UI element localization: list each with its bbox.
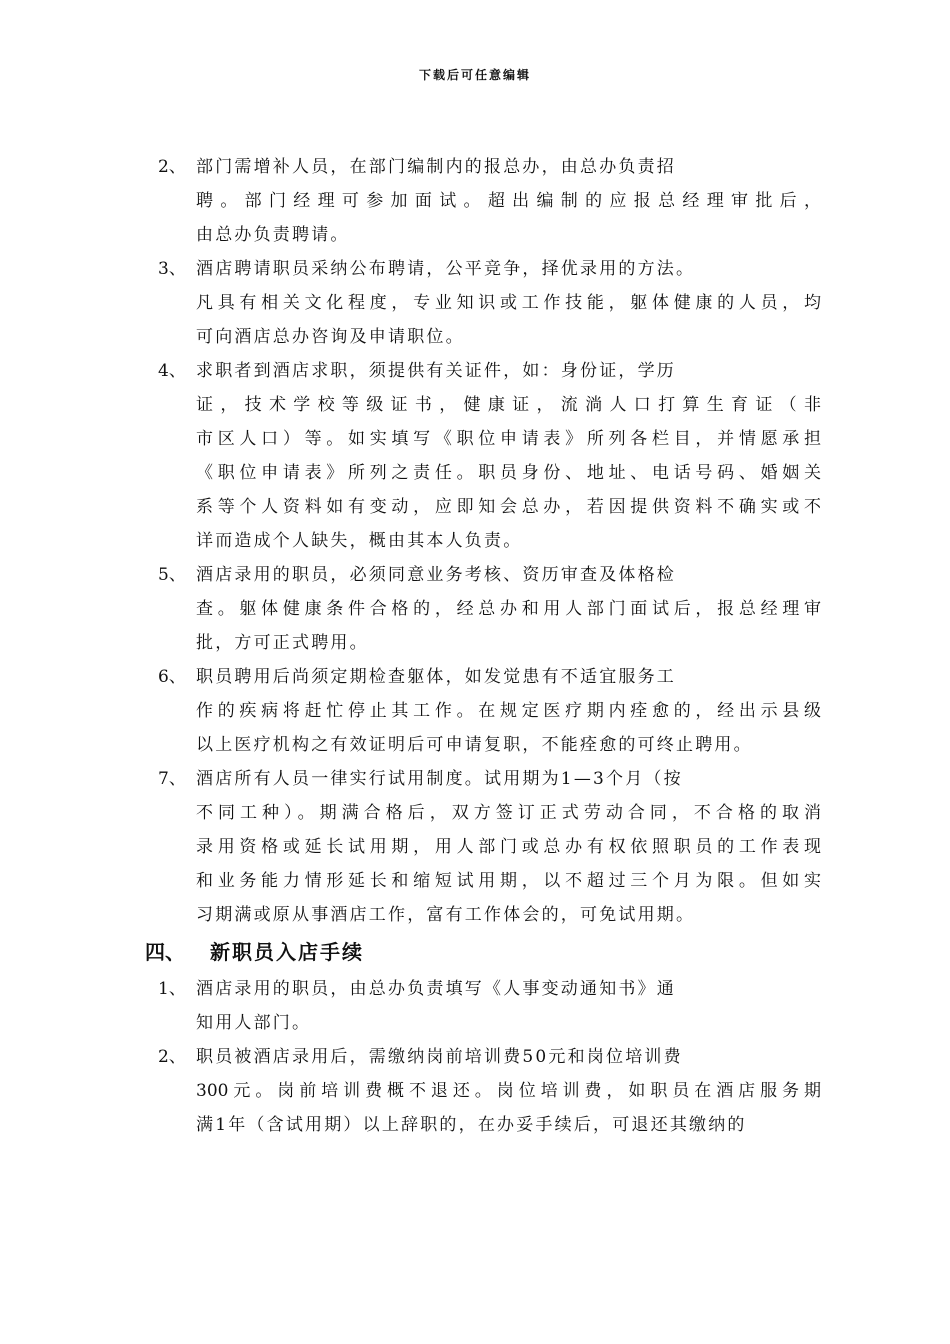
clause-list-b (0, 972, 950, 1142)
clause-item (0, 150, 950, 252)
clause-line: 酒店聘请职员采纳公布聘请，公平竞争，择优录用的方法。 (196, 259, 696, 279)
clause-line: 查。躯体健康条件合格的，经总办和用人部门面试后，报总经理审 (196, 599, 821, 619)
clause-line: 系等个人资料如有变动，应即知会总办，若因提供资料不确实或不 (196, 497, 821, 517)
clause-line: 职员被酒店录用后，需缴纳岗前培训费50元和岗位培训费 (196, 1047, 683, 1067)
clause-number: 7、 (158, 769, 186, 789)
clause-number: 6、 (158, 667, 186, 687)
section-heading (0, 932, 950, 972)
clause-line: 凡具有相关文化程度，专业知识或工作技能，躯体健康的人员，均 (196, 293, 821, 313)
clause-line: 证，技术学校等级证书，健康证，流淌人口打算生育证（非 (196, 395, 821, 415)
section-number: 四、 (145, 940, 185, 964)
clause-line: 批，方可正式聘用。 (196, 633, 369, 653)
clause-line: 录用资格或延长试用期，用人部门或总办有权依照职员的工作表现 (196, 837, 821, 857)
clause-line: 求职者到酒店求职，须提供有关证件，如：身份证，学历 (196, 361, 676, 381)
clause-item (0, 252, 950, 354)
clause-line: 酒店录用的职员，必须同意业务考核、资历审查及体格检 (196, 565, 676, 585)
clause-line: 聘。部门经理可参加面试。超出编制的应报总经理审批后， (196, 191, 821, 211)
clause-line: 满1年（含试用期）以上辞职的，在办妥手续后，可退还其缴纳的 (196, 1115, 747, 1135)
clause-list-a (0, 150, 950, 932)
clause-line: 详而造成个人缺失，概由其本人负责。 (196, 531, 523, 551)
clause-line: 市区人口）等。如实填写《职位申请表》所列各栏目，并情愿承担 (196, 429, 821, 449)
clause-number: 2、 (158, 1047, 186, 1067)
clause-item (0, 354, 950, 558)
clause-line: 习期满或原从事酒店工作，富有工作体会的，可免试用期。 (196, 905, 696, 925)
clause-line: 不同工种）。期满合格后，双方签订正式劳动合同，不合格的取消 (196, 803, 821, 823)
clause-line: 作的疾病将赶忙停止其工作。在规定医疗期内痊愈的，经出示县级 (196, 701, 821, 721)
clause-number: 5、 (158, 565, 186, 585)
clause-line: 知用人部门。 (196, 1013, 312, 1033)
clause-line: 《职位申请表》所列之责任。职员身份、地址、电话号码、婚姻关 (196, 463, 821, 483)
page-header: 下载后可任意编辑 (418, 68, 531, 82)
clause-line: 和业务能力情形延长和缩短试用期，以不超过三个月为限。但如实 (196, 871, 821, 891)
clause-item (0, 1040, 950, 1142)
document-body (0, 150, 950, 1142)
clause-line: 以上医疗机构之有效证明后可申请复职，不能痊愈的可终止聘用。 (196, 735, 753, 755)
clause-number: 1、 (158, 979, 186, 999)
clause-number: 4、 (158, 361, 186, 381)
clause-line: 职员聘用后尚须定期检查躯体，如发觉患有不适宜服务工 (196, 667, 676, 687)
clause-line: 酒店录用的职员，由总办负责填写《人事变动通知书》通 (196, 979, 676, 999)
clause-item (0, 762, 950, 932)
clause-line: 300元。岗前培训费概不退还。岗位培训费，如职员在酒店服务期 (196, 1081, 821, 1101)
clause-line: 部门需增补人员，在部门编制内的报总办，由总办负责招 (196, 157, 676, 177)
section-title: 新职员入店手续 (210, 940, 364, 964)
clause-line: 可向酒店总办咨询及申请职位。 (196, 327, 465, 347)
clause-item (0, 972, 950, 1040)
clause-item (0, 660, 950, 762)
clause-item (0, 558, 950, 660)
clause-line: 由总办负责聘请。 (196, 225, 350, 245)
clause-line: 酒店所有人员一律实行试用制度。试用期为1—3个月（按 (196, 769, 683, 789)
clause-number: 2、 (158, 157, 186, 177)
clause-number: 3、 (158, 259, 186, 279)
